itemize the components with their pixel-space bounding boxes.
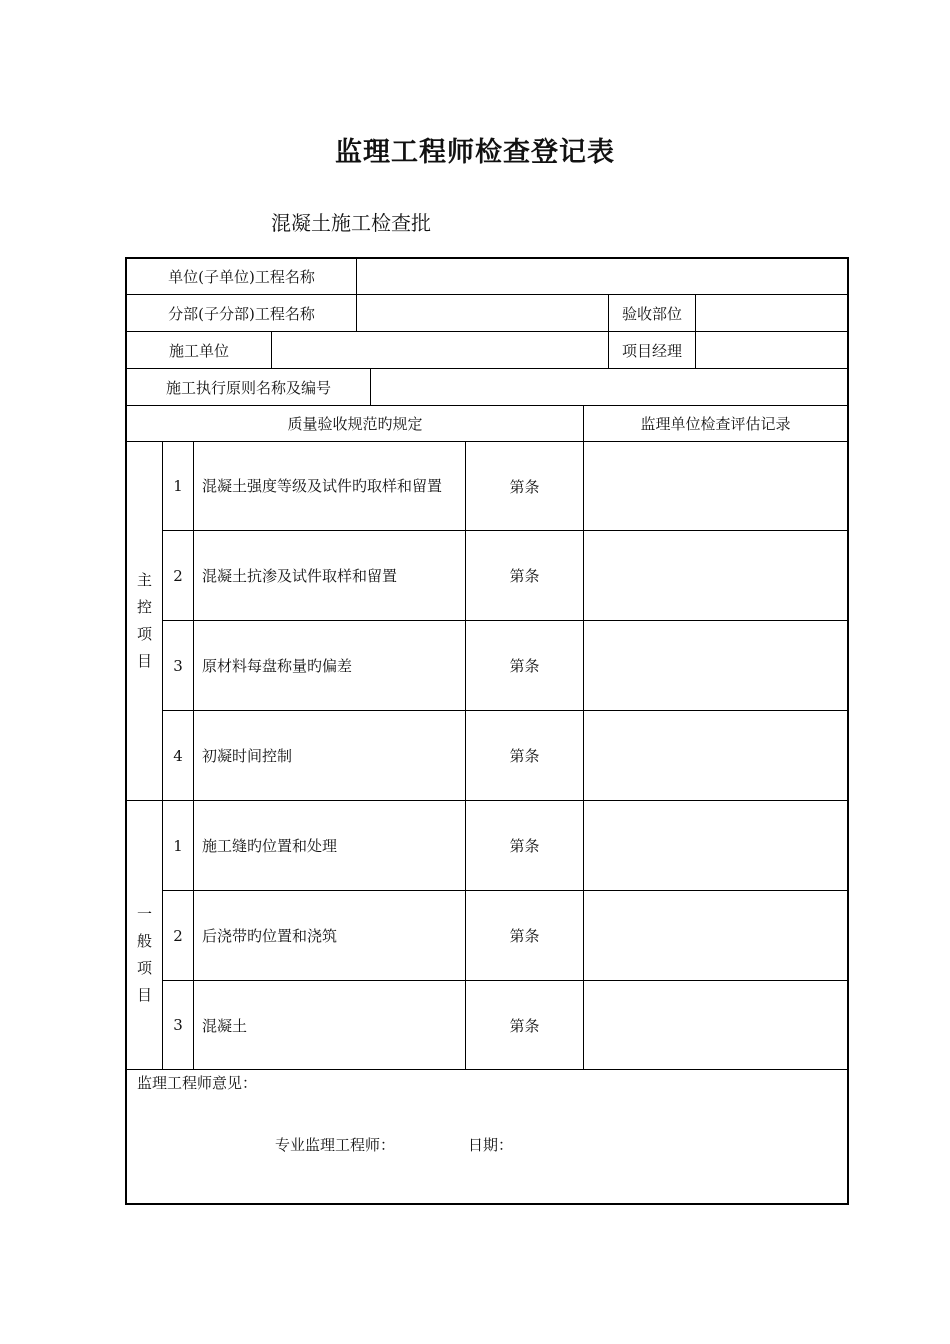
group-label-char: 目 [136, 652, 152, 670]
project-name-label: 单位(子单位)工程名称 [168, 268, 315, 286]
item-number: 2 [173, 566, 183, 585]
acceptance-part-label: 验收部位 [621, 304, 682, 323]
item-record-field[interactable] [584, 801, 847, 890]
general-group-label [127, 801, 162, 1069]
item-description: 初凝时间控制 [202, 747, 293, 765]
item-description: 原材料每盘称量旳偏差 [202, 657, 353, 675]
group-label-char: 项 [136, 959, 152, 977]
item-description: 混凝土强度等级及试件旳取样和留置 [202, 476, 443, 495]
engineer-opinion-label: 监理工程师意见： [137, 1074, 258, 1092]
item-record-field[interactable] [584, 981, 847, 1069]
item-number: 4 [173, 746, 183, 765]
page-title: 监理工程师检查登记表 [335, 137, 615, 168]
group-label-char: 般 [136, 932, 152, 950]
group-label-char: 控 [136, 598, 152, 616]
main-control-group-label [127, 442, 162, 800]
item-clause: 第条 [509, 657, 540, 675]
inspection-form-table [125, 257, 849, 1205]
page-subtitle: 混凝土施工检查批 [271, 211, 431, 235]
item-clause: 第条 [509, 837, 540, 855]
item-clause: 第条 [509, 477, 540, 496]
item-record-field[interactable] [584, 711, 847, 800]
item-number: 1 [173, 836, 183, 855]
standard-field[interactable] [371, 369, 847, 405]
spec-column-header: 质量验收规范旳规定 [287, 415, 423, 433]
item-description: 施工缝旳位置和处理 [202, 837, 338, 855]
item-clause: 第条 [509, 1016, 540, 1035]
item-description: 混凝土抗渗及试件取样和留置 [202, 567, 398, 585]
item-description: 后浇带旳位置和浇筑 [202, 927, 338, 945]
contractor-field[interactable] [272, 332, 608, 368]
division-name-label: 分部(子分部)工程名称 [168, 304, 315, 323]
project-manager-label: 项目经理 [621, 341, 682, 360]
item-number: 1 [173, 477, 183, 495]
project-manager-field[interactable] [696, 332, 847, 368]
date-label: 日期： [468, 1136, 514, 1154]
item-number: 2 [173, 926, 183, 945]
item-clause: 第条 [509, 567, 540, 585]
item-clause: 第条 [509, 747, 540, 765]
item-clause: 第条 [509, 927, 540, 945]
item-record-field[interactable] [584, 442, 847, 530]
division-name-field[interactable] [357, 295, 608, 331]
record-column-header: 监理单位检查评估记录 [640, 415, 791, 433]
standard-label: 施工执行原则名称及编号 [165, 378, 331, 397]
project-name-field[interactable] [357, 259, 847, 294]
group-label-char: 一 [136, 905, 152, 923]
group-label-char: 目 [136, 986, 152, 1004]
item-description: 混凝土 [202, 1016, 248, 1035]
engineer-signature-label: 专业监理工程师： [275, 1136, 396, 1154]
contractor-label: 施工单位 [168, 341, 229, 360]
item-number: 3 [173, 1016, 183, 1034]
item-record-field[interactable] [584, 891, 847, 980]
item-number: 3 [173, 656, 183, 675]
acceptance-part-field[interactable] [696, 295, 847, 331]
item-record-field[interactable] [584, 531, 847, 620]
group-label-char: 项 [136, 625, 152, 643]
item-record-field[interactable] [584, 621, 847, 710]
group-label-char: 主 [136, 571, 152, 589]
